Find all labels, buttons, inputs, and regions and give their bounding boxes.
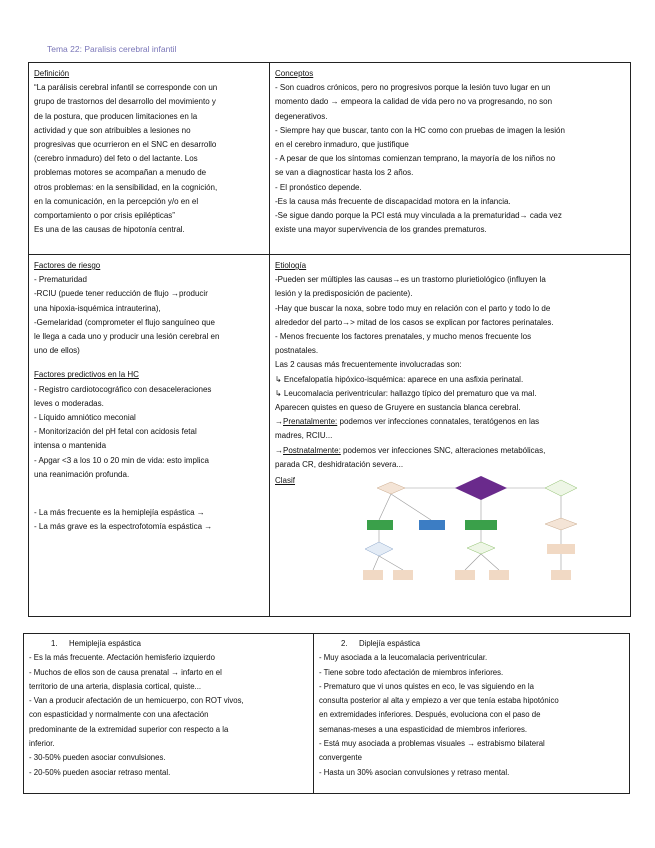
factores-cell	[29, 255, 270, 617]
spacer	[34, 482, 264, 506]
definicion-line: actividad y que son atribuibles a lesiones no	[34, 125, 191, 135]
factores-riesgo-heading: Factores de riesgo	[34, 261, 101, 270]
clasif-label: Clasif	[275, 476, 296, 486]
factores-predictivos-line: leves o moderadas.	[34, 398, 104, 408]
diplejia-title: Diplejía espástica	[359, 639, 421, 648]
postnatal-label: Postnatalmente:	[283, 445, 341, 455]
hemiplejia-line: - Muchos de ellos son de causa prenatal → infarto en el	[29, 667, 222, 677]
factores-predictivos-line: - Registro cardiotocográfico con desaceleraciones	[34, 384, 212, 394]
hemiplejia-line: - 30-50% pueden asociar convulsiones.	[29, 753, 166, 763]
etiologia-line: ↳ Leucomalacia periventricular: hallazgo típico del prematuro que va mal.	[275, 388, 537, 398]
definicion-line: comportamiento o por crisis epilépticas”	[34, 211, 175, 221]
factores-riesgo-line: - Prematuridad	[34, 275, 87, 285]
classification-diagram-image	[361, 474, 601, 592]
conceptos-heading: Conceptos	[275, 69, 314, 78]
prenatal-text: podemos ver infecciones connatales, teratógenos en las	[337, 417, 540, 427]
conceptos-line: -Es la causa más frecuente de discapacidad motora en la infancia.	[275, 196, 511, 206]
diplejia-line: en extremidades inferiores. Después, evoluciona con el paso de	[319, 710, 541, 720]
hemiplejia-line: territorio de una arteria, displasia cortical, quiste...	[29, 681, 202, 691]
etiologia-line: ↳ Encefalopatía hipóxico-isquémica: aparece en una asfixia perinatal.	[275, 374, 524, 384]
etiologia-heading: Etiología	[275, 261, 307, 270]
etiologia-line: Las 2 causas más frecuentemente involucradas son:	[275, 360, 462, 370]
factores-riesgo-line: -Gemelaridad (comprometer el flujo sanguíneo que	[34, 317, 215, 327]
postnatal-line	[275, 444, 625, 458]
document-title: Tema 22: Paralisis cerebral infantil	[47, 44, 177, 54]
diplejia-number: 2.	[341, 639, 348, 648]
etiologia-line: -Hay que buscar la noxa, sobre todo muy en relación con el parto y todo lo de	[275, 303, 551, 313]
factores-predictivos-line: una reanimación profunda.	[34, 469, 130, 479]
etiologia-line: -Pueden ser múltiples las causas→es un trastorno plurietiológico (influyen la	[275, 275, 546, 285]
factores-riesgo-line: una hipoxia-isquémica intrauterina),	[34, 303, 161, 313]
main-table	[28, 62, 631, 617]
etiologia-line: Aparecen quistes en queso de Gruyere en sustancia blanca cerebral.	[275, 403, 521, 413]
clasif-row	[275, 474, 625, 592]
factores-riesgo-line: -RCIU (puede tener reducción de flujo →producir	[34, 289, 208, 299]
prenatal-line	[275, 415, 625, 429]
diplejia-line: semanas-meses a una espasticidad de miembros inferiores.	[319, 724, 528, 734]
definicion-line: en la comunicación, en la percepción y/o en el	[34, 196, 199, 206]
prenatal-line-2: madres, RCIU...	[275, 431, 333, 441]
etiologia-line: alrededor del parto→> mitad de los casos se explican por factores perinatales.	[275, 317, 554, 327]
prenatal-label: Prenatalmente:	[283, 417, 338, 427]
conceptos-line: existe una mayor supervivencia de los grandes prematuros.	[275, 225, 487, 235]
diplejia-line: consulta posterior al alta y empiezo a ver que tenía estaba hipotónico	[319, 696, 559, 706]
diagram-root-node	[455, 476, 507, 500]
diplejia-cell	[314, 634, 630, 794]
spacer	[34, 358, 264, 368]
arrow: →	[275, 445, 283, 455]
definicion-line: Es una de las causas de hipotonía central.	[34, 225, 185, 235]
definicion-line: (cerebro inmaduro) del feto o del lactante. Los	[34, 154, 198, 164]
definicion-cell	[29, 63, 270, 255]
note-line: - La más grave es la espectrofotomía espástica →	[34, 522, 213, 532]
etiologia-line: postnatales.	[275, 346, 319, 356]
definicion-line: problemas motores se acompañan a menudo de	[34, 168, 207, 178]
hemiplejia-line: con espasticidad y normalmente con una afectación	[29, 710, 209, 720]
diplejia-line: - Tiene sobre todo afectación de miembros inferiores.	[319, 667, 504, 677]
definicion-heading: Definición	[34, 69, 70, 78]
factores-predictivos-line: intensa o mantenida	[34, 441, 107, 451]
etiologia-line: lesión y la predisposición de paciente).	[275, 289, 413, 299]
hemiplejia-cell	[24, 634, 314, 794]
definicion-line: grupo de trastornos del desarrollo del movimiento y	[34, 97, 216, 107]
conceptos-line: - A pesar de que los síntomas comienzan temprano, la mayoría de los niños no	[275, 154, 556, 164]
factores-predictivos-line: - Apgar <3 a los 10 o 20 min de vida: esto implica	[34, 455, 209, 465]
conceptos-cell	[270, 63, 631, 255]
hemiplejia-line: inferior.	[29, 739, 55, 749]
conceptos-line: en el cerebro inmaduro, que justifique	[275, 140, 409, 150]
conceptos-line: se van a diagnosticar hasta los 2 años.	[275, 168, 414, 178]
etiologia-cell	[270, 255, 631, 617]
conceptos-line: degenerativos.	[275, 111, 328, 121]
hemiplejia-title: Hemiplejía espástica	[69, 639, 141, 648]
note-line: - La más frecuente es la hemiplejía espástica →	[34, 508, 205, 518]
hemiplejia-line: - Es la más frecuente. Afectación hemisferio izquierdo	[29, 653, 215, 663]
conceptos-line: - Siempre hay que buscar, tanto con la HC como con pruebas de imagen la lesión	[275, 125, 565, 135]
diplejia-line: - Hasta un 30% asocian convulsiones y retraso mental.	[319, 767, 510, 777]
definicion-line: progresivas que ocurrieron en el SNC en desarrollo	[34, 140, 217, 150]
hemiplejia-line: - 20-50% pueden asociar retraso mental.	[29, 767, 171, 777]
arrow: →	[275, 417, 283, 427]
hemiplejia-heading	[29, 637, 308, 651]
diplejia-line: - Está muy asociada a problemas visuales → estrabismo bilateral	[319, 739, 545, 749]
diplejia-line: - Prematuro que vi unos quistes en eco, le vas siguiendo en la	[319, 681, 534, 691]
postnatal-line-2: parada CR, deshidratación severa...	[275, 459, 404, 469]
diplejia-line: - Muy asociada a la leucomalacia periventricular.	[319, 653, 488, 663]
types-table	[23, 633, 630, 794]
diplejia-line: convergente	[319, 753, 362, 763]
etiologia-line: - Menos frecuente los factores prenatales, y mucho menos frecuente los	[275, 332, 532, 342]
factores-predictivos-heading: Factores predictivos en la HC	[34, 370, 139, 380]
factores-riesgo-line: uno de ellos)	[34, 346, 80, 356]
conceptos-line: - El pronóstico depende.	[275, 182, 362, 192]
diplejia-heading	[319, 637, 624, 651]
conceptos-line: -Se sigue dando porque la PCI está muy vinculada a la prematuridad→ cada vez	[275, 211, 562, 221]
hemiplejia-number: 1.	[51, 639, 58, 648]
postnatal-text: podemos ver infecciones SNC, alteraciones metabólicas,	[340, 445, 546, 455]
definicion-line: de la postura, que producen limitaciones en la	[34, 111, 198, 121]
factores-predictivos-line: - Monitorización del pH fetal con acidosis fetal	[34, 427, 197, 437]
definicion-line: otros problemas: en la sensibilidad, en la cognición,	[34, 182, 218, 192]
conceptos-line: - Son cuadros crónicos, pero no progresivos porque la lesión tuvo lugar en un	[275, 83, 551, 93]
hemiplejia-line: - Van a producir afectación de un hemicuerpo, con ROT vivos,	[29, 696, 244, 706]
factores-riesgo-line: le llega a cada uno y producir una lesión cerebral en	[34, 332, 220, 342]
conceptos-line: momento dado → empeora la calidad de vida pero no va progresando, no son	[275, 97, 553, 107]
factores-predictivos-line: - Líquido amniótico meconial	[34, 413, 136, 423]
definicion-line: “La parálisis cerebral infantil se corresponde con un	[34, 83, 218, 93]
hemiplejia-line: predominante de la extremidad superior con respecto a la	[29, 724, 229, 734]
